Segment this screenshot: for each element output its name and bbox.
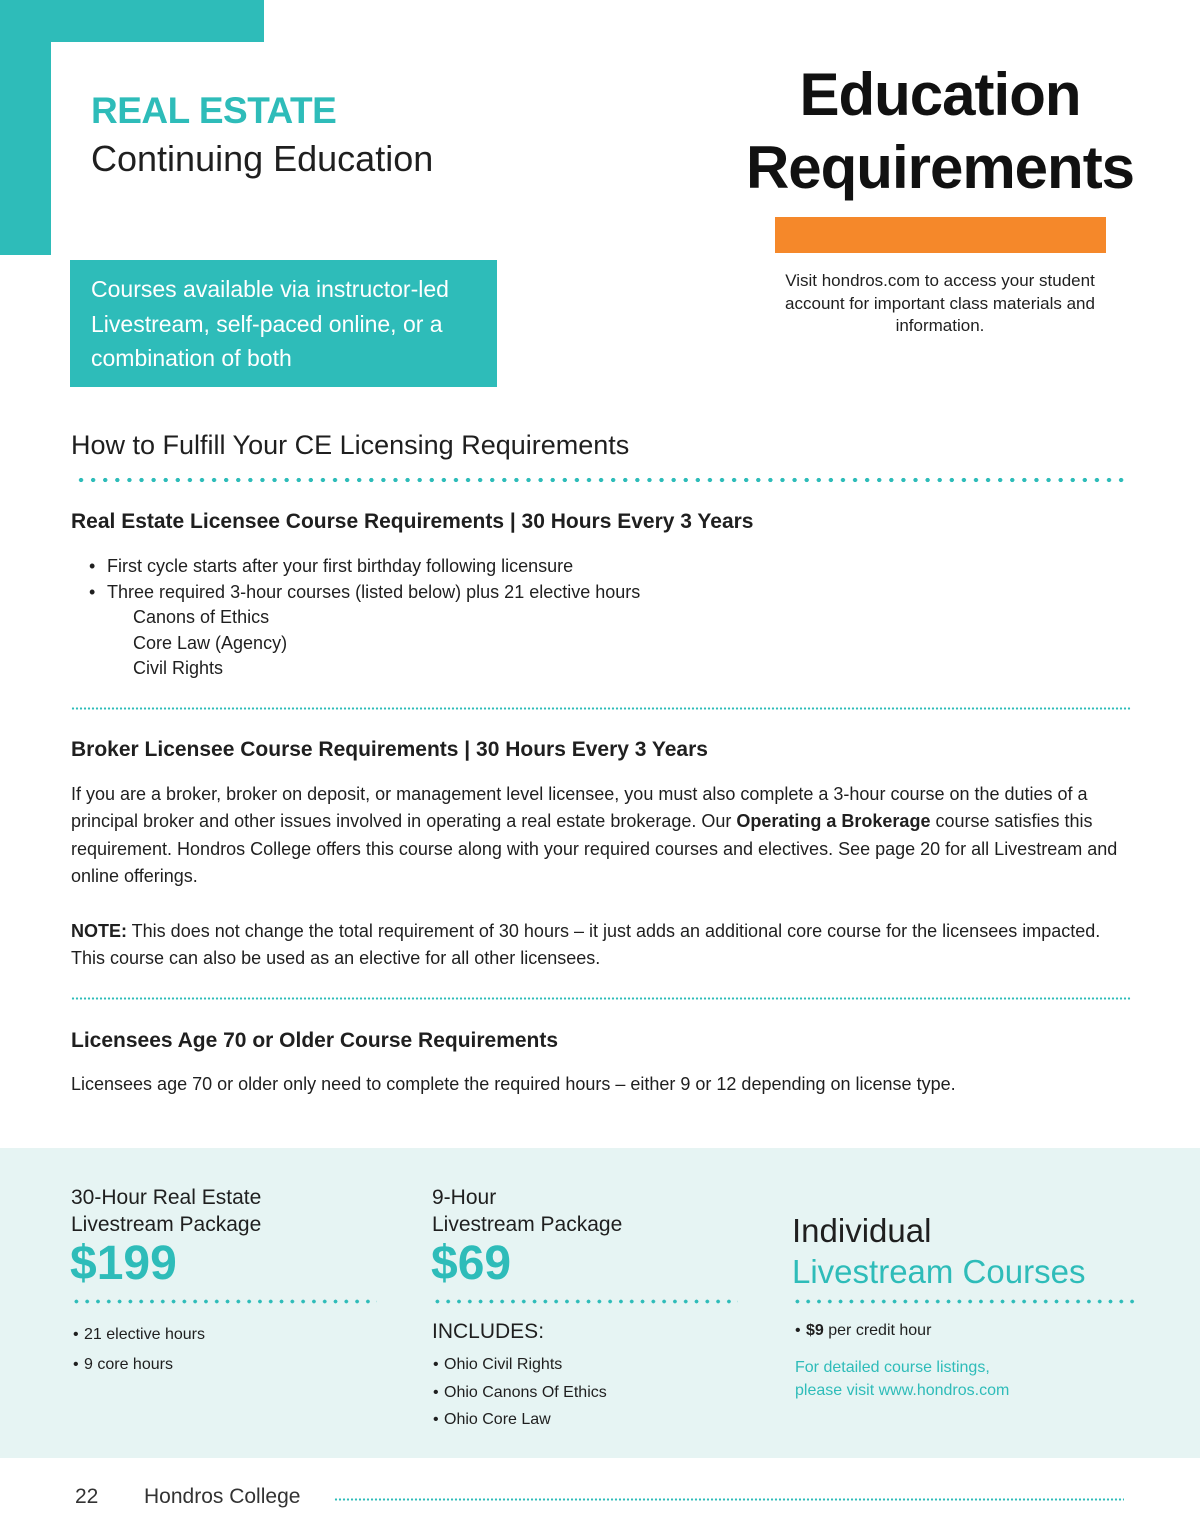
page-title-line1: Education xyxy=(799,61,1081,128)
footer-divider xyxy=(334,1498,1124,1501)
divider xyxy=(71,997,1131,1000)
age70-text: Licensees age 70 or older only need to complete the required hours – either 9 or 12 depending on license type. xyxy=(71,1074,956,1094)
page-title-line2: Requirements xyxy=(745,134,1135,201)
individual-items xyxy=(795,1320,931,1342)
pkg30-title-line2: Livestream Package xyxy=(71,1213,262,1236)
list-item: • 21 elective hours xyxy=(73,1320,205,1350)
list-item xyxy=(795,1320,931,1342)
list-item: • Three required 3-hour courses (listed below) plus 21 elective hours xyxy=(89,580,640,606)
broker-text-part2: course satisfies this requirement. Hondros College offers this course along with your required courses and electives. See page 20 for all Livestream and online offerings. xyxy=(71,811,1118,886)
pkg9-title-line2: Livestream Package xyxy=(432,1213,623,1236)
details-line2: please visit www.hondros.com xyxy=(795,1381,1010,1399)
age70-heading: Licensees Age 70 or Older Course Requirements xyxy=(71,1029,559,1052)
note-label: NOTE: xyxy=(71,921,127,941)
pkg9-price: $69 xyxy=(431,1237,512,1290)
page-title xyxy=(720,58,1160,204)
footer-college-name: Hondros College xyxy=(144,1485,301,1508)
pkg30-price: $199 xyxy=(70,1237,177,1290)
required-courses-list xyxy=(133,605,287,682)
pkg30-title xyxy=(71,1184,261,1238)
list-item: • 9 core hours xyxy=(73,1350,205,1380)
pkg9-title xyxy=(432,1184,622,1238)
list-item: Core Law (Agency) xyxy=(133,632,288,653)
includes-label: INCLUDES: xyxy=(432,1320,545,1343)
divider xyxy=(71,707,1131,710)
list-item: • Ohio Canons Of Ethics xyxy=(433,1379,607,1407)
list-item: Canons of Ethics xyxy=(133,607,270,627)
pkg30-title-line1: 30-Hour Real Estate xyxy=(71,1186,262,1209)
broker-course-name: Operating a Brokerage xyxy=(736,811,931,832)
brand-title: REAL ESTATE xyxy=(91,90,337,131)
individual-title-line2: Livestream Courses xyxy=(792,1253,1086,1290)
individual-title xyxy=(792,1210,1085,1292)
pkg9-items xyxy=(433,1351,607,1434)
course-format-callout: Courses available via instructor-led Livestream, self-paced online, or a combination of both xyxy=(70,260,497,387)
broker-text-part1: If you are a broker, broker on deposit, or management level licensee, you must also complete a 3-hour course on the duties of a principal broker and other issues involved in operating a real estate brokerage. Our xyxy=(71,784,1088,832)
list-item: Civil Rights xyxy=(133,658,224,678)
pkg9-title-line1: 9-Hour xyxy=(432,1186,497,1209)
credit-price-text: per credit hour xyxy=(823,1322,932,1339)
page-number: 22 xyxy=(75,1485,99,1508)
individual-title-line1: Individual xyxy=(792,1212,932,1249)
pkg30-divider xyxy=(71,1299,377,1304)
details-link[interactable] xyxy=(795,1357,1009,1402)
details-line1: For detailed course listings, xyxy=(795,1359,990,1376)
list-item: • Ohio Core Law xyxy=(433,1406,607,1434)
section-divider xyxy=(75,477,1131,483)
real-estate-bullets xyxy=(89,554,640,605)
pkg9-divider xyxy=(432,1299,738,1304)
broker-paragraph xyxy=(71,781,1131,890)
section-heading: How to Fulfill Your CE Licensing Requirements xyxy=(71,430,630,460)
corner-accent-left xyxy=(0,0,51,255)
list-item: • First cycle starts after your first birthday following licensure xyxy=(89,554,640,580)
pkg30-items xyxy=(73,1320,205,1380)
broker-heading: Broker Licensee Course Requirements | 30 Hours Every 3 Years xyxy=(71,738,708,761)
brand-subtitle: Continuing Education xyxy=(91,138,434,179)
individual-divider xyxy=(792,1299,1137,1304)
list-item: • Ohio Civil Rights xyxy=(433,1351,607,1379)
title-accent-bar xyxy=(775,217,1106,253)
real-estate-heading: Real Estate Licensee Course Requirements | 30 Hours Every 3 Years xyxy=(71,510,754,533)
note-text: This does not change the total requirement of 30 hours – it just adds an additional core course for the licensees impacted. This course can also be used as an elective for all other licensees. xyxy=(71,921,1101,969)
broker-note xyxy=(71,918,1131,973)
visit-note: Visit hondros.com to access your student account for important class materials and information. xyxy=(785,271,1095,335)
credit-price: $9 xyxy=(806,1322,824,1339)
